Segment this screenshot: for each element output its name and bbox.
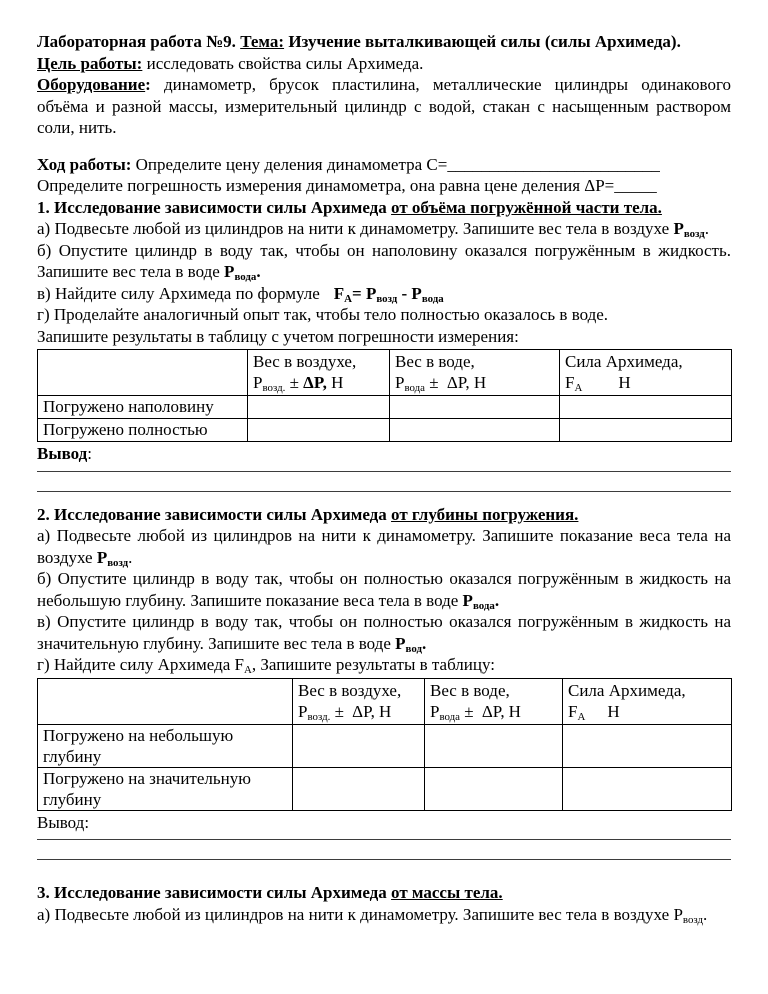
section1-item-d — [37, 304, 731, 326]
equipment-text: динамометр, брусок пластилина, металлические цилиндры одинакового объёма и разной массы, измерительный цилиндр с водой, стакан с насыщенным раствором соли, нить. — [37, 75, 731, 137]
p-water-subscript: вод — [405, 642, 422, 655]
p-water-symbol: P — [430, 701, 440, 721]
table2-header-row — [38, 678, 732, 724]
period: . — [256, 262, 261, 281]
section2-item-d — [37, 654, 731, 676]
procedure-label: Ход работы: — [37, 154, 132, 174]
section1-item-a — [37, 218, 731, 240]
delta-p: ΔP, — [446, 373, 470, 392]
p-air-symbol: P — [673, 219, 684, 238]
p-water-symbol: P — [395, 373, 405, 392]
procedure-line1-text: Определите цену деления динамометра С= — [131, 154, 448, 174]
unit-newton: Н — [508, 701, 521, 721]
p-air-subscript: возд — [682, 913, 704, 926]
t1-row1-force-cell[interactable] — [560, 396, 732, 419]
conclusion-colon: : — [87, 444, 93, 463]
item-text: в) Найдите силу Архимеда по формуле — [37, 283, 320, 303]
procedure-line1 — [37, 154, 731, 176]
section3-heading-text: 3. Исследование зависимости силы Архимеда — [37, 883, 392, 902]
row-label: Погружено на небольшую глубину — [43, 725, 234, 766]
table1-header-row — [38, 350, 732, 396]
table-row — [38, 767, 732, 810]
unit-newton: Н — [607, 701, 620, 721]
period: . — [703, 904, 708, 924]
procedure-line2-text: Определите погрешность измерения динамометра, она равна цене деления ΔP= — [37, 176, 615, 195]
p-water-subscript: вода — [421, 292, 444, 305]
p-water-subscript: вода — [472, 599, 495, 612]
period: . — [128, 547, 133, 567]
force-symbol: F — [565, 373, 575, 392]
t1-header-weight-water — [390, 350, 560, 396]
t1-row2-force-cell[interactable] — [560, 419, 732, 442]
t2-row1-force-cell[interactable] — [563, 724, 732, 767]
item-text: г) Проделайте аналогичный опыт так, чтобы тело полностью оказалось в воде. — [37, 305, 609, 324]
delta-p: ΔP, — [481, 701, 505, 721]
delta-p: ΔP, — [352, 701, 375, 721]
item-text: а) Подвесьте любой из цилиндров на нити к динамометру. Запишите вес тела в воздухе — [37, 219, 674, 238]
t1-row2-water-cell[interactable] — [390, 419, 560, 442]
equipment-label: Оборудование — [37, 75, 146, 94]
section1-heading-text: 1. Исследование зависимости силы Архимеда — [37, 197, 392, 217]
p-air-subscript: возд. — [307, 710, 331, 723]
p-air-subscript: возд. — [262, 382, 286, 394]
measurement-error-blank[interactable]: _____ — [614, 176, 657, 195]
period: . — [704, 219, 709, 238]
p-water-symbol: P — [224, 262, 235, 281]
t2-header-weight-water — [425, 678, 563, 724]
p-air-symbol: P — [96, 547, 108, 567]
results-table-2 — [37, 678, 732, 811]
title-part2: Изучение выталкивающей силы (силы Архимеда). — [284, 32, 681, 51]
t1-row1-water-cell[interactable] — [390, 396, 560, 419]
t1-header-archimedes-force — [560, 350, 732, 396]
conclusion-label: Вывод: — [37, 812, 90, 832]
conclusion2-line — [37, 812, 731, 834]
header-line1: Вес в воздухе, — [253, 352, 357, 371]
item-text: а) Подвесьте любой из цилиндров на нити к динамометру. Запишите показание веса тела на воздухе — [37, 526, 731, 567]
p-air-symbol: P — [365, 283, 377, 303]
title-tema-label: Тема: — [240, 32, 285, 51]
section1-heading — [37, 197, 731, 219]
t2-row2-force-cell[interactable] — [563, 767, 732, 810]
procedure-section — [37, 154, 731, 348]
section2-heading-underlined: от глубины погружения. — [391, 504, 579, 524]
t2-row1-water-cell[interactable] — [425, 724, 563, 767]
section2-item-b — [37, 568, 731, 611]
t2-row1-air-cell[interactable] — [293, 724, 425, 767]
p-air-symbol: P — [253, 373, 263, 392]
equipment-colon: : — [145, 75, 151, 94]
item-text: б) Опустите цилиндр в воду так, чтобы он наполовину оказался погружённым в жидкость. Запишите вес тела в воде — [37, 240, 731, 281]
t2-corner-cell — [38, 678, 293, 724]
t1-corner-cell — [38, 350, 248, 396]
row-label: Погружено на значительную глубину — [43, 768, 251, 809]
t2-header-weight-air — [293, 678, 425, 724]
archimedes-formula — [334, 284, 444, 303]
doc-title — [37, 31, 731, 53]
period: . — [494, 590, 500, 610]
section2-item-a — [37, 525, 731, 568]
procedure-line2 — [37, 175, 731, 197]
table-row — [38, 396, 732, 419]
t2-row2-label — [38, 767, 293, 810]
unit-newton: Н — [618, 373, 631, 392]
p-air-subscript: возд — [107, 556, 129, 569]
section3-heading-underlined: от массы тела. — [391, 883, 503, 902]
t2-row2-air-cell[interactable] — [293, 767, 425, 810]
row-label: Погружено полностью — [43, 420, 208, 439]
results-table-1 — [37, 349, 732, 442]
p-water-subscript: вода — [439, 710, 461, 723]
header-line1: Сила Архимеда, — [568, 680, 686, 700]
p-water-symbol: P — [395, 633, 406, 653]
t2-header-archimedes-force — [563, 678, 732, 724]
p-air-symbol: P — [298, 701, 308, 721]
plus-minus: ± — [330, 701, 349, 721]
conclusion-label: Вывод — [37, 444, 88, 463]
p-air-subscript: возд — [376, 292, 398, 305]
period: . — [421, 633, 427, 653]
item-text: а) Подвесьте любой из цилиндров на нити к динамометру. Запишите вес тела в воздухе — [37, 904, 674, 924]
equipment-paragraph — [37, 74, 731, 139]
t1-row1-label — [38, 396, 248, 419]
goal-label: Цель работы: — [37, 53, 143, 73]
table-row — [38, 724, 732, 767]
plus-minus: ± — [285, 373, 304, 392]
answer-line[interactable] — [37, 833, 731, 840]
answer-line[interactable] — [37, 840, 731, 860]
p-water-symbol: P — [462, 590, 473, 610]
section2-heading-text: 2. Исследование зависимости силы Архимеда — [37, 504, 392, 524]
title-part1: Лабораторная работа №9. — [37, 32, 241, 51]
goal-line — [37, 53, 731, 75]
answer-line[interactable] — [37, 465, 731, 472]
unit-newton: Н — [469, 373, 487, 392]
section2-item-c — [37, 611, 731, 654]
section1-item-b — [37, 240, 731, 283]
item-text: Запишите результаты в таблицу с учетом погрешности измерения: — [37, 326, 519, 346]
t1-header-weight-air — [248, 350, 390, 396]
p-water-subscript: вода — [234, 271, 257, 283]
header-line1: Вес в воде, — [430, 680, 510, 700]
header-line1: Сила Архимеда, — [565, 352, 683, 371]
goal-text: исследовать свойства силы Архимеда. — [142, 53, 424, 73]
p-water-symbol: P — [411, 283, 422, 303]
minus: - — [397, 283, 412, 303]
force-symbol: F — [333, 283, 345, 303]
header-line1: Вес в воздухе, — [298, 680, 402, 700]
plus-minus: ± — [460, 701, 478, 721]
item-text: г) Найдите силу Архимеда F — [37, 655, 245, 674]
unit-newton: Н — [378, 701, 392, 721]
t2-row1-label — [38, 724, 293, 767]
row-label: Погружено наполовину — [43, 397, 214, 416]
section1-item-c — [37, 283, 731, 305]
scale-division-blank[interactable]: _________________________ — [447, 154, 660, 174]
answer-line[interactable] — [37, 472, 731, 492]
equals: = — [352, 283, 366, 303]
p-water-subscript: вода — [404, 382, 426, 394]
delta-p: ΔP, — [303, 373, 327, 392]
item-text: б) Опустите цилиндр в воду так, чтобы он полностью оказался погружённым в жидкость на небольшую глубину. Запишите показание веса тела в воде — [37, 569, 731, 610]
table-row — [38, 419, 732, 442]
t1-row2-label — [38, 419, 248, 442]
section3-item-a — [37, 904, 731, 926]
item-text: , Запишите результаты в таблицу: — [251, 655, 495, 674]
section3-heading — [37, 882, 731, 904]
t1-row1-air-cell[interactable] — [248, 396, 390, 419]
force-subscript: А — [574, 382, 583, 394]
t2-row2-water-cell[interactable] — [425, 767, 563, 810]
p-air-symbol: P — [673, 904, 683, 924]
force-symbol: F — [568, 701, 578, 721]
force-subscript: А — [577, 710, 586, 723]
section2-heading — [37, 504, 731, 526]
header-line1: Вес в воде, — [395, 352, 475, 371]
section1-item-e — [37, 326, 731, 348]
unit-newton: Н — [326, 373, 344, 392]
plus-minus: ± — [425, 373, 443, 392]
conclusion1-line — [37, 443, 731, 465]
item-text: в) Опустите цилиндр в воду так, чтобы он полностью оказался погружённым в жидкость на значительную глубину. Запишите вес тела в воде — [37, 612, 731, 653]
t1-row2-air-cell[interactable] — [248, 419, 390, 442]
section1-heading-underlined: от объёма погружённой части тела. — [391, 197, 662, 217]
force-subscript: А — [244, 664, 252, 676]
force-subscript: А — [344, 292, 352, 305]
p-air-subscript: возд — [683, 228, 705, 240]
